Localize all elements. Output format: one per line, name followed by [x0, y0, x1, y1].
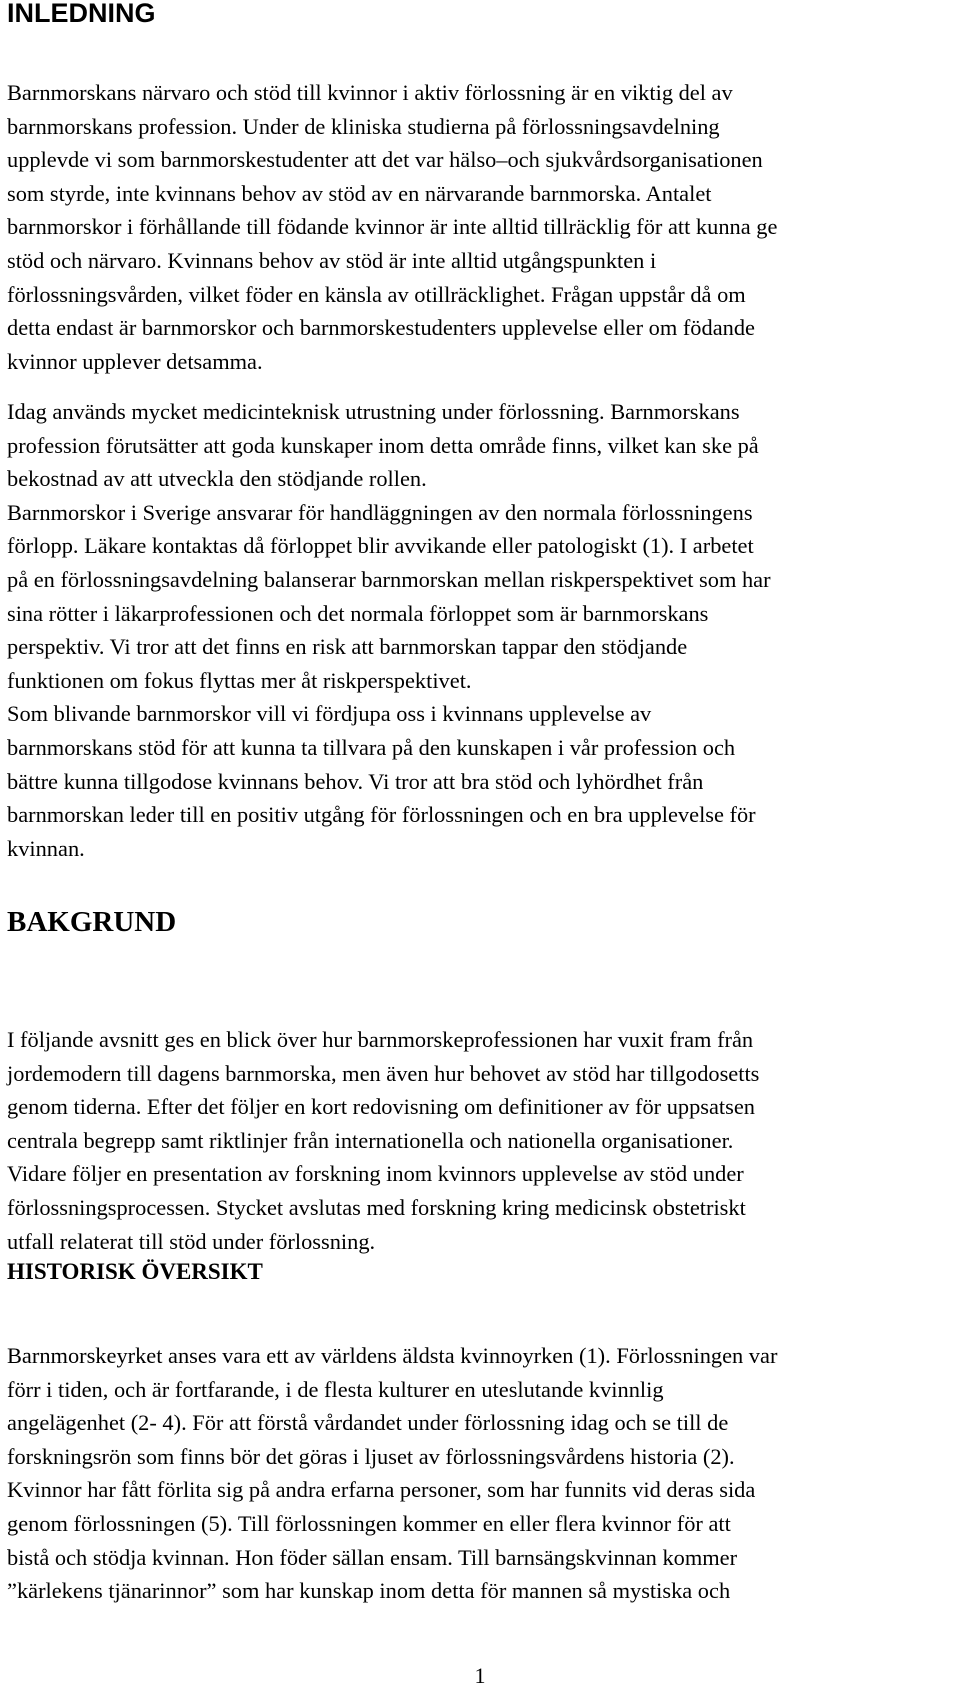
- text-line: kvinnor upplever detsamma.: [7, 348, 263, 374]
- text-line: barnmorskor i förhållande till födande kvinnor är inte alltid tillräcklig för att kunna ge: [7, 214, 778, 240]
- text-line: centrala begrepp samt riktlinjer från internationella och nationella organisationer.: [7, 1127, 734, 1153]
- heading-bakgrund: BAKGRUND: [7, 906, 177, 938]
- inledning-paragraph-1: [7, 76, 955, 378]
- text-line: förr i tiden, och är fortfarande, i de flesta kulturer en uteslutande kvinnlig: [7, 1376, 664, 1402]
- text-line: bättre kunna tillgodose kvinnans behov. Vi tror att bra stöd och lyhördhet från: [7, 768, 704, 794]
- text-line: forskningsrön som finns bör det göras i ljuset av förlossningsvårdens historia (2).: [7, 1443, 735, 1469]
- text-line: I följande avsnitt ges en blick över hur barnmorskeprofessionen har vuxit fram från: [7, 1027, 754, 1052]
- text-line: jordemodern till dagens barnmorska, men även hur behovet av stöd har tillgodosetts: [7, 1060, 760, 1086]
- text-line: på en förlossningsavdelning balanserar barnmorskan mellan riskperspektivet som har: [7, 566, 771, 592]
- text-line: Barnmorskans närvaro och stöd till kvinnor i aktiv förlossning är en viktig del av: [7, 80, 733, 105]
- text-line: upplevde vi som barnmorskestudenter att det var hälso–och sjukvårdsorganisationen: [7, 147, 763, 173]
- inledning-paragraph-2: [7, 395, 955, 865]
- heading-historisk-oversikt: HISTORISK ÖVERSIKT: [7, 1259, 263, 1284]
- text-line: bekostnad av att utveckla den stödjande rollen.: [7, 466, 427, 492]
- text-line: förlopp. Läkare kontaktas då förloppet blir avvikande eller patologiskt (1). I arbetet: [7, 533, 754, 559]
- text-line: barnmorskan leder till en positiv utgång för förlossningen och en bra upplevelse för: [7, 802, 756, 828]
- text-line: förlossningsprocessen. Stycket avslutas med forskning kring medicinsk obstetriskt: [7, 1194, 746, 1220]
- text-line: utfall relaterat till stöd under förlossning.: [7, 1228, 376, 1254]
- text-line: sina rötter i läkarprofessionen och det normala förloppet som är barnmorskans: [7, 600, 709, 626]
- page-number: 1: [474, 1663, 486, 1688]
- text-line: Barnmorskeyrket anses vara ett av världens äldsta kvinnoyrken (1). Förlossningen var: [7, 1343, 778, 1368]
- text-line: barnmorskans stöd för att kunna ta tillvara på den kunskapen i vår profession och: [7, 734, 736, 760]
- bakgrund-paragraph: [7, 1023, 955, 1258]
- heading-inledning: INLEDNING: [7, 0, 156, 28]
- text-line: angelägenhet (2- 4). För att förstå vårdandet under förlossning idag och se till de: [7, 1410, 729, 1436]
- text-line: Idag används mycket medicinteknisk utrustning under förlossning. Barnmorskans: [7, 399, 740, 424]
- text-line: Vidare följer en presentation av forskning inom kvinnors upplevelse av stöd under: [7, 1161, 744, 1187]
- text-line: perspektiv. Vi tror att det finns en risk att barnmorskan tappar den stödjande: [7, 634, 688, 660]
- text-line: Kvinnor har fått förlita sig på andra erfarna personer, som har funnits vid deras sida: [7, 1477, 756, 1503]
- text-line: genom förlossningen (5). Till förlossningen kommer en eller flera kvinnor för att: [7, 1510, 731, 1536]
- text-line: som styrde, inte kvinnans behov av stöd av en närvarande barnmorska. Antalet: [7, 180, 712, 206]
- text-line: ”kärlekens tjänarinnor” som har kunskap inom detta för mannen så mystiska och: [7, 1578, 731, 1604]
- text-line: Som blivande barnmorskor vill vi fördjupa oss i kvinnans upplevelse av: [7, 701, 652, 727]
- text-line: Barnmorskor i Sverige ansvarar för handläggningen av den normala förlossningens: [7, 499, 753, 525]
- text-line: förlossningsvården, vilket föder en känsla av otillräcklighet. Frågan uppstår då om: [7, 281, 746, 307]
- text-line: stöd och närvaro. Kvinnans behov av stöd är inte alltid utgångspunkten i: [7, 247, 657, 273]
- text-line: kvinnan.: [7, 835, 85, 861]
- historisk-paragraph: [7, 1339, 955, 1608]
- text-line: bistå och stödja kvinnan. Hon föder sällan ensam. Till barnsängskvinnan kommer: [7, 1544, 738, 1570]
- text-line: funktionen om fokus flyttas mer åt riskperspektivet.: [7, 667, 472, 693]
- text-line: barnmorskans profession. Under de kliniska studierna på förlossningsavdelning: [7, 113, 720, 139]
- text-line: genom tiderna. Efter det följer en kort redovisning om definitioner av för uppsatsen: [7, 1094, 755, 1120]
- text-line: detta endast är barnmorskor och barnmorskestudenters upplevelse eller om födande: [7, 315, 755, 341]
- text-line: profession förutsätter att goda kunskaper inom detta område finns, vilket kan ske på: [7, 432, 759, 458]
